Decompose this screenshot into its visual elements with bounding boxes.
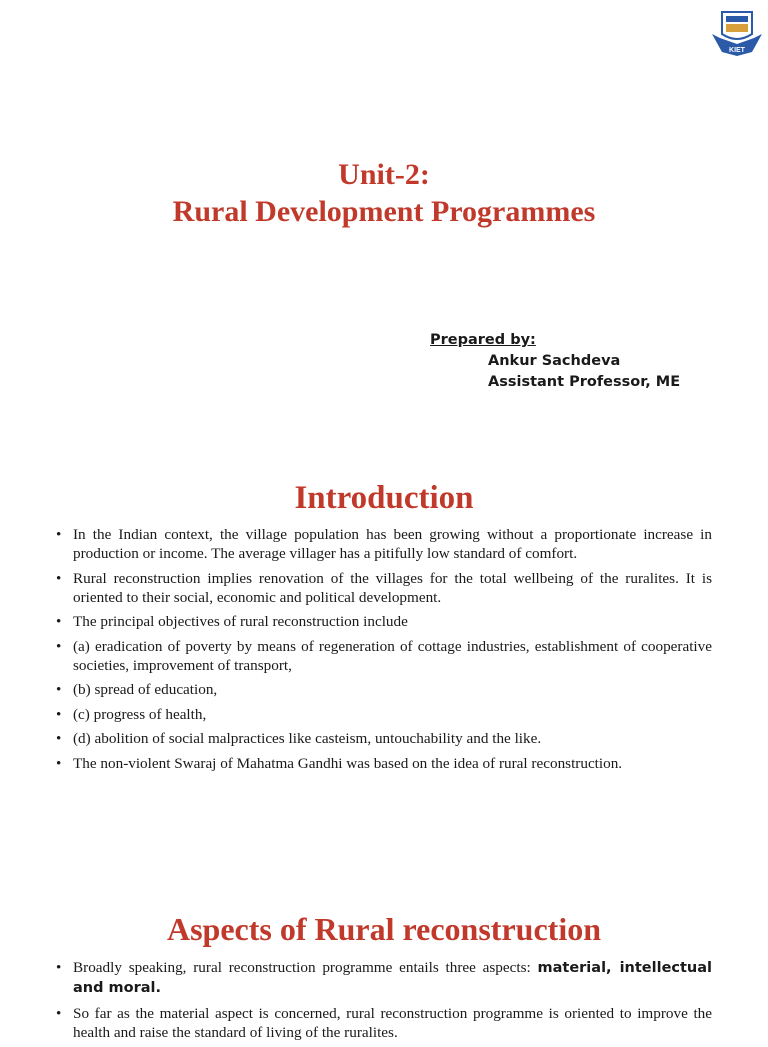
list-item: • The non-violent Swaraj of Mahatma Gandhi was based on the idea of rural reconstruction. (56, 754, 712, 773)
list-item: • (a) eradication of poverty by means of regeneration of cottage industries, establishment of cooperative societies, improvement of transport, (56, 637, 712, 675)
aspects-bullet-list (56, 958, 712, 1047)
crest-icon (708, 4, 766, 58)
list-item: • (b) spread of education, (56, 680, 712, 699)
list-item: • So far as the material aspect is concerned, rural reconstruction programme is oriented to improve the health and raise the standard of living of the ruralites. (56, 1004, 712, 1042)
list-item: • The principal objectives of rural reconstruction include (56, 612, 712, 631)
list-item: • In the Indian context, the village population has been growing without a proportionate increase in production or income. The average villager has a pitifully low standard of comfort. (56, 525, 712, 563)
aspects-text: Broadly speaking, rural reconstruction programme entails three aspects: (73, 959, 538, 976)
prepared-by-label: Prepared by: (430, 332, 536, 348)
list-item (56, 958, 712, 998)
unit-title: Unit-2: (338, 158, 430, 191)
list-item: • (c) progress of health, (56, 705, 712, 724)
introduction-bullet-list (56, 525, 712, 778)
introduction-heading: Introduction (294, 480, 474, 516)
list-item: • Rural reconstruction implies renovation of the villages for the total wellbeing of the ruralites. It is oriented to their social, economic and political development. (56, 569, 712, 607)
list-item: • (d) abolition of social malpractices like casteism, untouchability and the like. (56, 729, 712, 748)
author-block (430, 330, 680, 393)
course-title: Rural Development Programmes (172, 195, 596, 228)
aspects-heading: Aspects of Rural reconstruction (166, 911, 601, 947)
author-title: Assistant Professor, ME (488, 374, 681, 390)
college-crest-logo (708, 4, 766, 58)
author-name: Ankur Sachdeva (488, 353, 621, 369)
aspects-emphasis: material, intellectual and moral. (73, 960, 713, 996)
logo-text: KIET (729, 47, 745, 54)
